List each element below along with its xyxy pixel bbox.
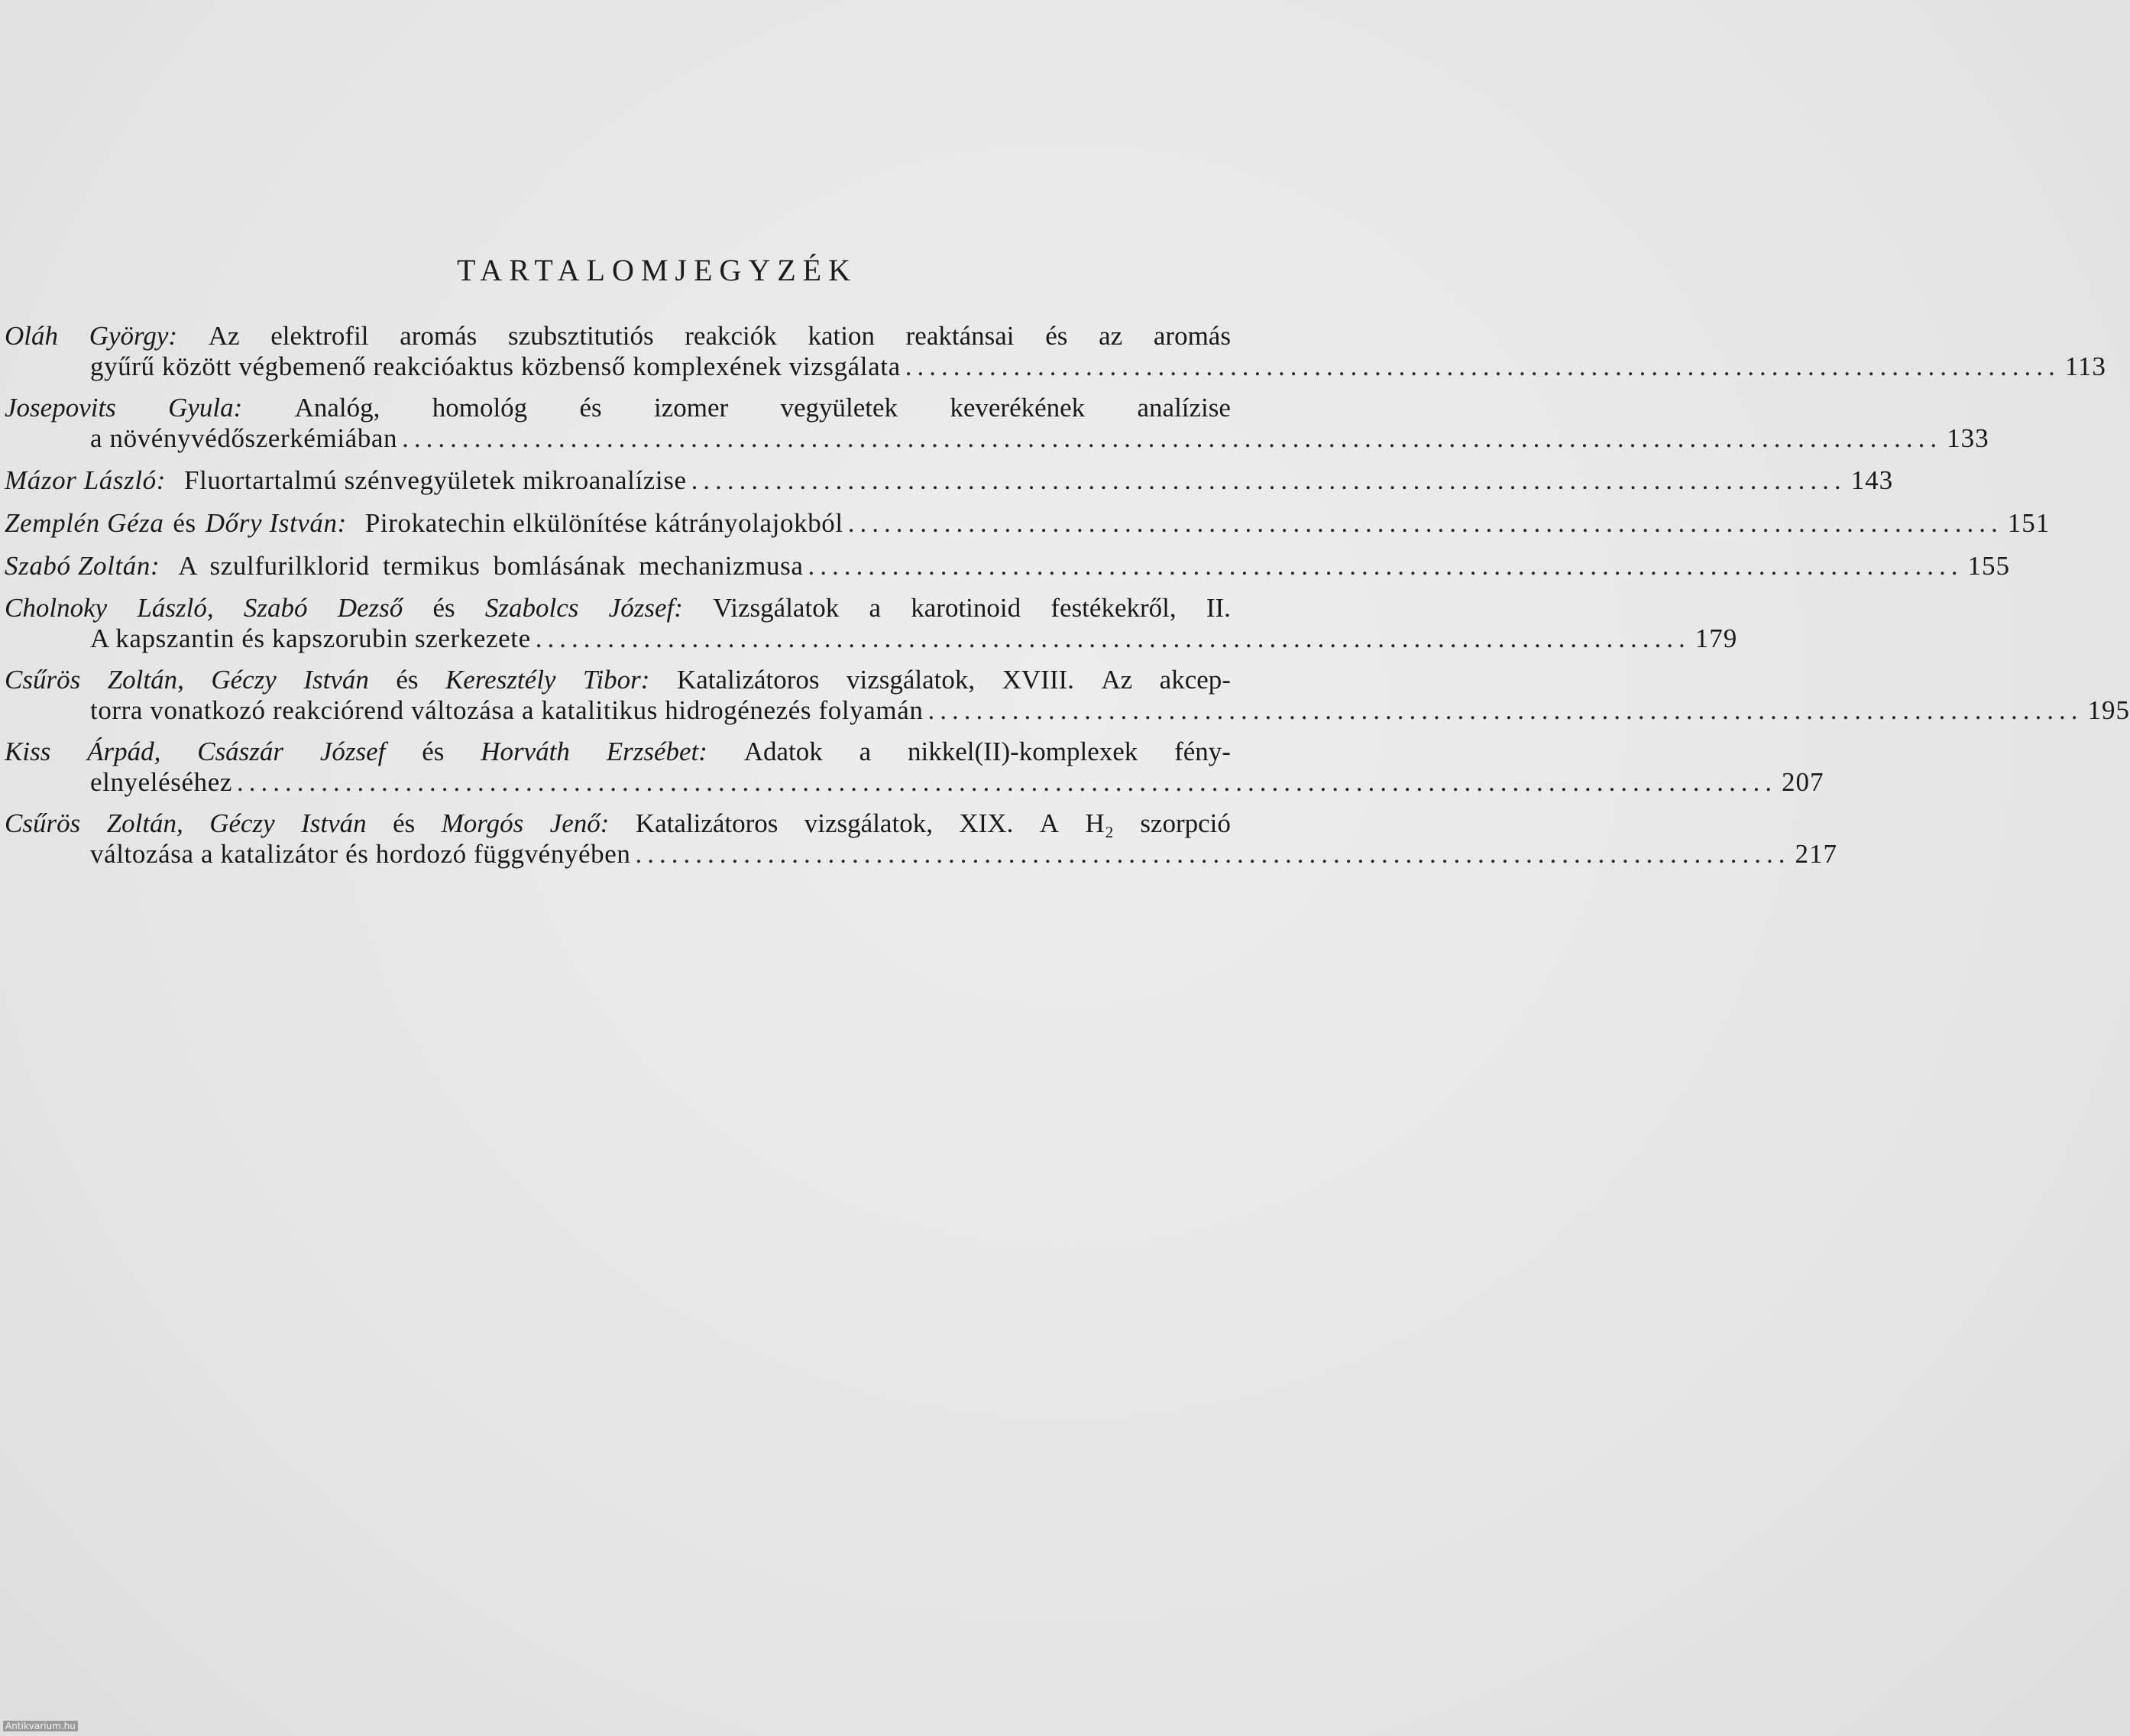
dot-leader: ................................................................................................ — [535, 623, 1691, 653]
title-word: Analóg, — [294, 393, 380, 423]
title-word: és — [579, 393, 602, 423]
author-word: Keresztély — [445, 665, 556, 695]
author-name: Mázor László: — [5, 465, 167, 495]
author-word: Tibor: — [582, 665, 650, 695]
toc-entry-continuation — [5, 623, 1738, 654]
title-word: izomer — [653, 393, 729, 423]
author-word: Csűrös — [5, 808, 81, 838]
toc-entry-first-line — [5, 665, 1288, 695]
toc-entry-continuation — [5, 839, 1837, 870]
title-word: fény- — [1174, 737, 1231, 766]
title-word: II. — [1206, 593, 1231, 623]
toc-entry-continuation — [5, 423, 1989, 454]
author-word: István — [301, 808, 367, 838]
title-word: az — [1099, 321, 1123, 351]
author-word: Dezső — [337, 593, 403, 623]
title-continuation: A kapszantin és kapszorubin szerkezete — [90, 623, 531, 653]
author-word: Horváth — [481, 737, 570, 766]
title-word: analízise — [1137, 393, 1231, 423]
page-number: 143 — [1850, 465, 1894, 495]
page-number: 179 — [1695, 623, 1738, 653]
toc-entry — [5, 665, 2130, 726]
toc-entry-first-line — [5, 393, 1288, 423]
conjunction: és — [173, 508, 196, 538]
author-word: István — [303, 665, 369, 695]
author-word: Géczy — [211, 665, 277, 695]
dot-leader: ................................................................................................ — [691, 465, 1847, 495]
title-continuation: a növényvédőszerkémiában — [90, 423, 398, 453]
dot-leader: ................................................................................................ — [927, 695, 2083, 725]
author-word: Zoltán, — [106, 808, 183, 838]
title-word: vegyületek — [780, 393, 898, 423]
conjunction: és — [432, 593, 455, 623]
title-word: XIX. — [959, 808, 1014, 838]
title-word: a — [859, 737, 872, 766]
page-number: 113 — [2064, 351, 2106, 381]
title-word: vizsgálatok, — [804, 808, 933, 838]
toc-entry — [5, 465, 1894, 497]
conjunction: és — [396, 665, 419, 695]
page-number: 133 — [1947, 423, 1989, 453]
author-name: Szabó Zoltán: — [5, 551, 160, 581]
title-word: a — [869, 593, 881, 623]
page-number: 151 — [2007, 508, 2051, 538]
author-word: Oláh — [5, 321, 58, 351]
title-word: reaktánsai — [905, 321, 1015, 351]
author-word: József: — [608, 593, 683, 623]
title-word: karotinoid — [911, 593, 1021, 623]
author-word: Zoltán, — [107, 665, 184, 695]
toc-entry-single-line — [5, 507, 2051, 539]
title-word: Katalizátoros — [635, 808, 779, 838]
author-word: Morgós — [441, 808, 524, 838]
toc-entry — [5, 593, 1738, 654]
author-word: Erzsébet: — [606, 737, 707, 766]
conjunction: és — [393, 808, 416, 838]
title-text: A szulfurilklorid termikus bomlásának mechanizmusa — [178, 551, 804, 581]
toc-entry-first-line — [5, 737, 1288, 767]
title-word: szubsztitutiós — [508, 321, 654, 351]
title-word: aromás — [400, 321, 477, 351]
toc-entry — [5, 507, 2051, 539]
page-number: 207 — [1781, 767, 1824, 797]
author-word: Császár — [197, 737, 284, 766]
author-word: György: — [89, 321, 178, 351]
toc-entry-continuation — [5, 695, 2130, 726]
title-word: Az — [208, 321, 240, 351]
title-text: Fluortartalmú szénvegyületek mikroanalízise — [184, 465, 687, 495]
toc-entry — [5, 550, 2010, 582]
author-word: Csűrös — [5, 665, 81, 695]
author-word: Cholnoky — [5, 593, 108, 623]
toc-entry-single-line — [5, 550, 2010, 582]
toc-entry-first-line — [5, 321, 1288, 351]
title-word: keverékének — [950, 393, 1086, 423]
title-word: nikkel(II)-komplexek — [908, 737, 1138, 766]
author-word: József — [319, 737, 386, 766]
conjunction: és — [422, 737, 445, 766]
title-word: A — [1039, 808, 1060, 838]
title-word: Vizsgálatok — [713, 593, 840, 623]
dot-leader: ................................................................................................................................ — [236, 767, 1777, 797]
author-word: Árpád, — [87, 737, 161, 766]
title-word: szorpció — [1140, 808, 1231, 838]
page-number: 155 — [1967, 551, 2010, 581]
author-word: Josepovits — [5, 393, 116, 423]
author-word: Géczy — [209, 808, 275, 838]
title-continuation: változása a katalizátor és hordozó függvényében — [90, 839, 631, 869]
title-word: homológ — [432, 393, 528, 423]
title-word: XVIII. — [1002, 665, 1074, 695]
title-continuation: torra vonatkozó reakciórend változása a katalitikus hidrogénezés folyamán — [90, 695, 924, 725]
toc-entry-first-line — [5, 808, 1288, 839]
title-word: akcep- — [1159, 665, 1231, 695]
title-word: Katalizátoros — [676, 665, 820, 695]
dot-leader: ................................................................................................ — [847, 508, 2003, 538]
toc-entry-first-line — [5, 593, 1288, 623]
title-word: reakciók — [685, 321, 777, 351]
toc-entry — [5, 321, 2106, 382]
dot-leader: ................................................................................................ — [808, 551, 1963, 581]
author-word: Gyula: — [168, 393, 243, 423]
toc-entry — [5, 393, 1989, 454]
title-word: H₂ — [1085, 808, 1114, 838]
toc-entry-continuation — [5, 351, 2106, 382]
title-word: elektrofil — [270, 321, 369, 351]
page-number: 217 — [1795, 839, 1837, 869]
author-word: László, — [137, 593, 214, 623]
title-word: aromás — [1153, 321, 1231, 351]
toc-entry-continuation — [5, 767, 1824, 798]
page-title: TARTALOMJEGYZÉK — [457, 253, 857, 287]
table-of-contents — [5, 321, 2130, 880]
dot-leader: ................................................................................................ — [905, 351, 2060, 381]
toc-entry-single-line — [5, 465, 1894, 497]
dot-leader: ................................................................................................................................ — [402, 423, 1943, 453]
title-word: Az — [1101, 665, 1133, 695]
title-continuation: gyűrű között végbemenő reakcióaktus közbenső komplexének vizsgálata — [90, 351, 901, 381]
author-name: Dőry István: — [205, 508, 347, 538]
author-word: Szabó — [243, 593, 308, 623]
title-word: Adatok — [743, 737, 823, 766]
title-word: vizsgálatok, — [846, 665, 976, 695]
toc-entry — [5, 737, 1824, 798]
title-text: Pirokatechin elkülönítése kátrányolajokból — [364, 508, 843, 538]
author-word: Jenő: — [549, 808, 610, 838]
watermark-text: Antikvarium.hu — [3, 1721, 78, 1731]
page-number: 195 — [2087, 695, 2130, 725]
dot-leader: ................................................................................................ — [635, 839, 1791, 869]
title-continuation: elnyeléséhez — [90, 767, 232, 797]
title-word: festékekről, — [1050, 593, 1177, 623]
title-word: kation — [808, 321, 875, 351]
title-word: és — [1045, 321, 1068, 351]
toc-entry — [5, 808, 1837, 870]
author-name: Zemplén Géza — [5, 508, 164, 538]
author-word: Kiss — [5, 737, 51, 766]
author-word: Szabolcs — [484, 593, 579, 623]
